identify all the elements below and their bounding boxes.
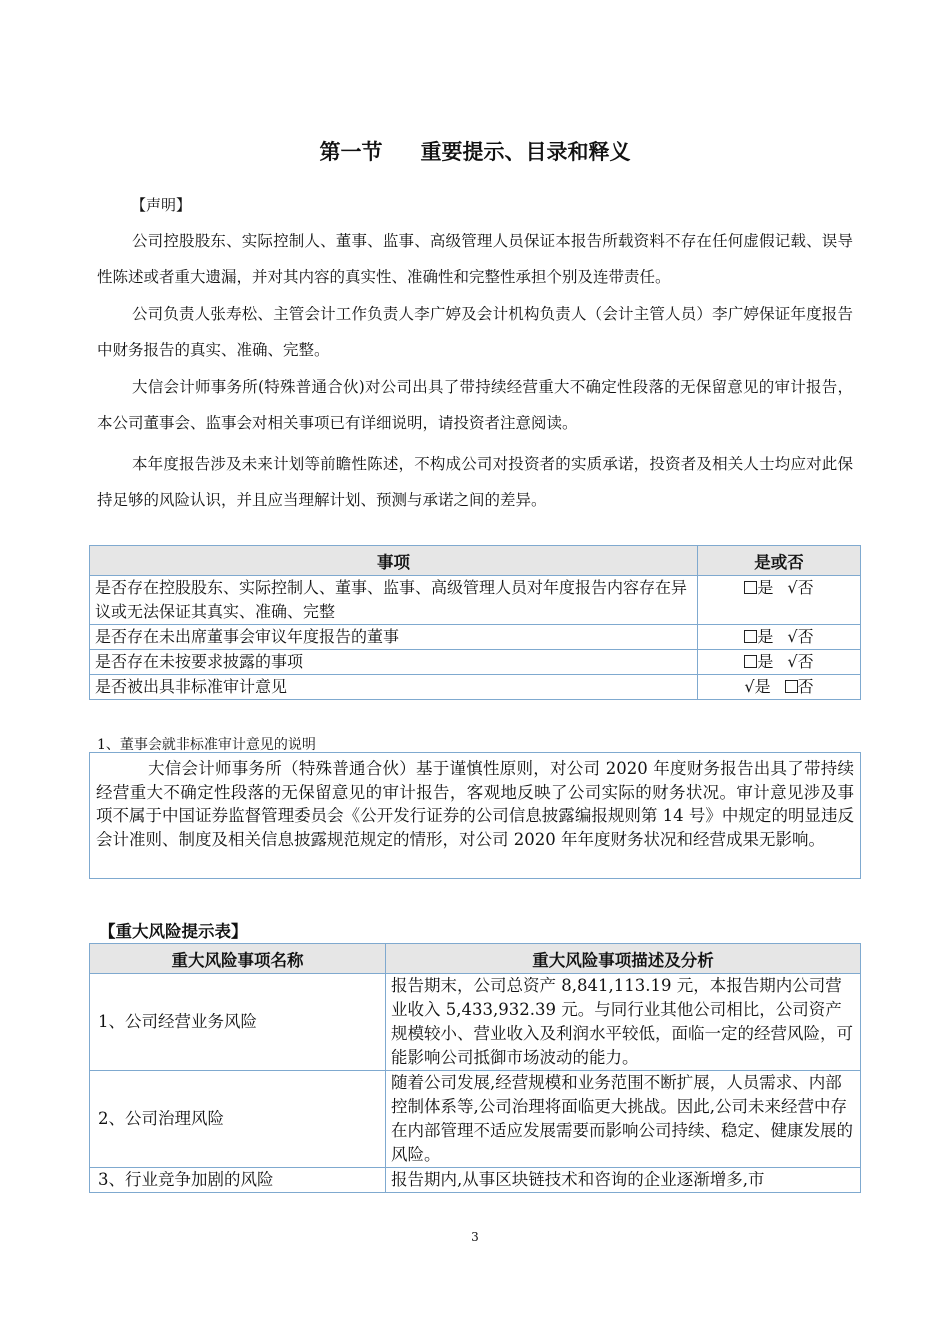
yes-no-answer: [698, 576, 861, 625]
risk-table-heading: 【重大风险提示表】: [99, 922, 248, 941]
risk-table: [89, 943, 861, 1193]
no-label: 否: [797, 578, 814, 597]
risk-name: 3、行业竞争加剧的风险: [90, 1168, 386, 1193]
table-row: [90, 650, 861, 675]
check-mark: √: [787, 627, 798, 646]
yes-label: 是: [757, 652, 774, 671]
yes-label: 是: [757, 627, 774, 646]
checkbox-icon: [785, 680, 798, 693]
declaration-paragraph: 大信会计师事务所(特殊普通合伙)对公司出具了带持续经营重大不确定性段落的无保留意见的审计报告，本公司董事会、监事会对相关事项已有详细说明，请投资者注意阅读。: [97, 378, 853, 432]
checkbox-icon: [744, 581, 757, 594]
yes-label: 是: [757, 578, 774, 597]
matter-item: 是否存在未按要求披露的事项: [90, 650, 698, 675]
page-number: 3: [471, 1230, 479, 1244]
table-row: [90, 576, 861, 625]
risk-name: 2、公司治理风险: [90, 1071, 386, 1168]
matter-item: 是否存在未出席董事会审议年度报告的董事: [90, 625, 698, 650]
yes-no-answer: [698, 650, 861, 675]
matter-item: 是否被出具非标准审计意见: [90, 675, 698, 700]
check-mark: √: [744, 677, 755, 696]
table-row: [90, 675, 861, 700]
table-header-row: [90, 546, 861, 576]
table-row: [90, 1071, 861, 1168]
risk-name: 1、公司经营业务风险: [90, 974, 386, 1071]
risk-description: 随着公司发展,经营规模和业务范围不断扩展，人员需求、内部控制体系等,公司治理将面临更大挑战。因此,公司未来经营中存在内部管理不适应发展需要而影响公司持续、稳定、健康发展的风险。: [386, 1071, 861, 1168]
matter-item: 是否存在控股股东、实际控制人、董事、监事、高级管理人员对年度报告内容存在异议或无法保证其真实、准确、完整: [90, 576, 698, 625]
matters-table: [89, 545, 861, 700]
check-mark: √: [787, 578, 798, 597]
audit-note-label: 1、董事会就非标准审计意见的说明: [97, 737, 316, 753]
checkbox-icon: [744, 655, 757, 668]
table-row: [90, 1168, 861, 1193]
table-row: [90, 625, 861, 650]
column-header: 重大风险事项名称: [90, 944, 386, 974]
table-header-row: [90, 944, 861, 974]
yes-no-answer: [698, 625, 861, 650]
risk-description: 报告期末，公司总资产 8,841,113.19 元，本报告期内公司营业收入 5,433,932.39 元。与同行业其他公司相比，公司资产规模较小、营业收入及利润水平较低，面临一定的经营风险，可能影响公司抵御市场波动的能力。: [386, 974, 861, 1071]
risk-description: 报告期内,从事区块链技术和咨询的企业逐渐增多,市: [386, 1168, 861, 1193]
no-label: 否: [797, 677, 814, 696]
column-header: 是或否: [698, 546, 861, 576]
section-number: 第一节: [319, 140, 383, 164]
audit-note-text: 大信会计师事务所（特殊普通合伙）基于谨慎性原则，对公司 2020 年度财务报告出具了带持续经营重大不确定性段落的无保留意见的审计报告，客观地反映了公司实际的财务状况。审计意见涉及事项不属于中国证券监督管理委员会《公开发行证券的公司信息披露编报规则第 14 号》中规定的明显违反会计准则、制度及相关信息披露规范规定的情形，对公司 2020 年年度财务状况和经营成果无影响。: [89, 752, 861, 879]
yes-label: 是: [754, 677, 771, 696]
checkbox-icon: [744, 630, 757, 643]
yes-no-answer: [698, 675, 861, 700]
page-title: [0, 136, 950, 166]
no-label: 否: [797, 652, 814, 671]
declaration-heading: 【声明】: [131, 196, 192, 214]
section-title: 重要提示、目录和释义: [420, 140, 631, 164]
declaration-paragraph: 本年度报告涉及未来计划等前瞻性陈述，不构成公司对投资者的实质承诺，投资者及相关人士均应对此保持足够的风险认识，并且应当理解计划、预测与承诺之间的差异。: [97, 455, 853, 509]
no-label: 否: [797, 627, 814, 646]
check-mark: √: [787, 652, 798, 671]
table-row: [90, 974, 861, 1071]
declaration-paragraph: 公司负责人张寿松、主管会计工作负责人李广婷及会计机构负责人（会计主管人员）李广婷保证年度报告中财务报告的真实、准确、完整。: [97, 305, 853, 359]
declaration-paragraph: 公司控股股东、实际控制人、董事、监事、高级管理人员保证本报告所载资料不存在任何虚假记载、误导性陈述或者重大遗漏，并对其内容的真实性、准确性和完整性承担个别及连带责任。: [97, 232, 853, 286]
column-header: 重大风险事项描述及分析: [386, 944, 861, 974]
column-header: 事项: [90, 546, 698, 576]
